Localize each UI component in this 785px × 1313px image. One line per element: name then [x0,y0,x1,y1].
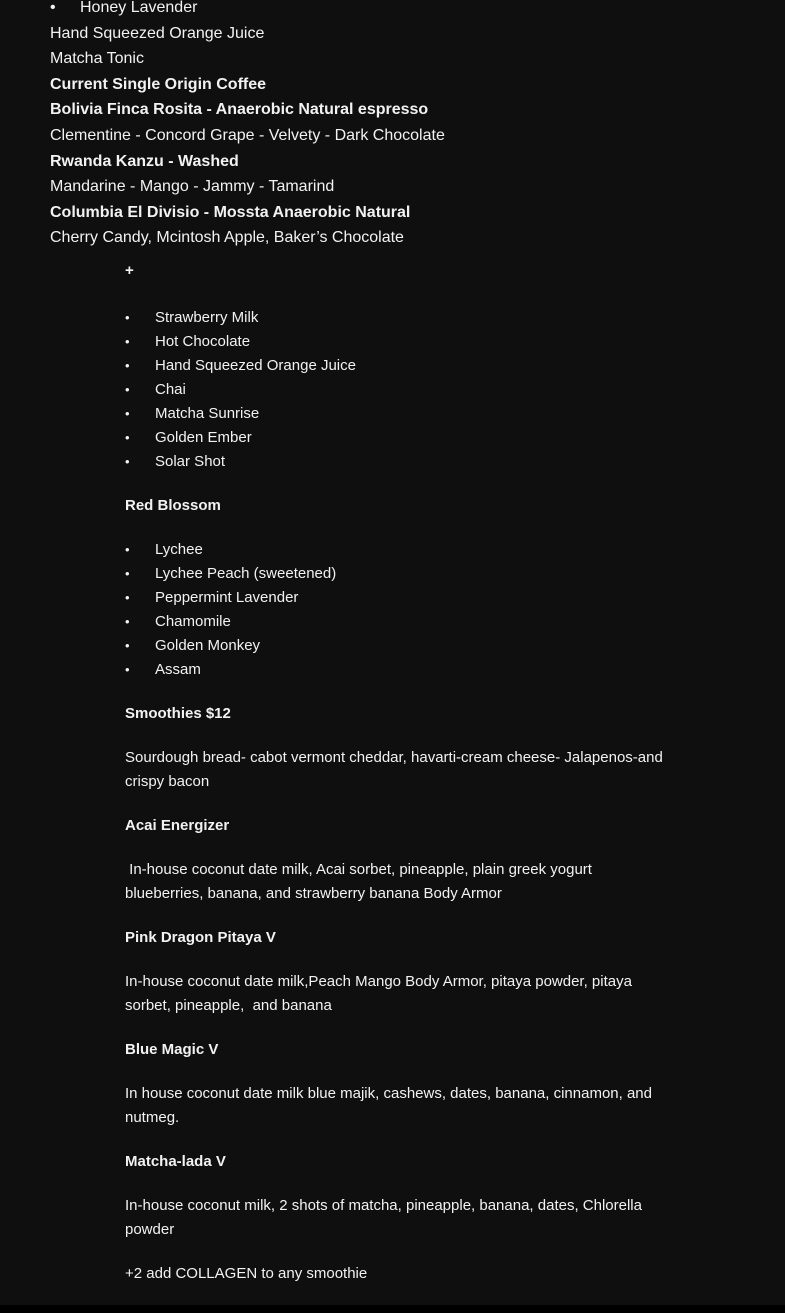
bullet-glyph: • [125,358,130,373]
bullet-glyph: • [125,590,130,605]
coffee-name: Rwanda Kanzu - Washed [50,153,239,170]
plus-sign: + [125,262,134,279]
list-item [125,306,645,330]
smoothie-name: Matcha-lada V [125,1153,226,1170]
coffee-notes: Cherry Candy, Mcintosh Apple, Baker’s Chocolate [50,229,404,246]
list-item [125,538,645,562]
smoothies-intro: Sourdough bread- cabot vermont cheddar, havarti-cream cheese- Jalapenos-and crispy bacon [125,749,663,790]
list-item-label: Chamomile [155,613,231,630]
smoothie-name: Blue Magic V [125,1041,219,1058]
list-item [125,354,645,378]
bullet-glyph: • [125,406,130,421]
coffee-name: Bolivia Finca Rosita - Anaerobic Natural espresso [50,101,429,118]
list-item-label: Hot Chocolate [155,333,251,350]
tea-list [125,538,645,682]
list-item [125,402,645,426]
coffee-notes: Mandarine - Mango - Jammy - Tamarind [50,178,335,195]
list-item [125,378,645,402]
tea-heading: Red Blossom [125,497,221,514]
list-item [125,586,645,610]
coffee-name: Columbia El Divisio - Mossta Anaerobic Natural [50,204,411,221]
list-item [125,562,645,586]
list-item-label: Golden Monkey [155,637,261,654]
bullet-glyph: • [125,638,130,653]
list-item [125,610,645,634]
list-item [125,450,645,474]
section-heading: Current Single Origin Coffee [50,76,267,93]
smoothies-heading: Smoothies $12 [125,705,231,722]
smoothie-name: Acai Energizer [125,817,230,834]
bullet-glyph: • [125,614,130,629]
bullet-glyph: • [125,430,130,445]
list-item-label: Solar Shot [155,453,226,470]
top-line: Matcha Tonic [50,50,144,67]
bullet-glyph: • [125,382,130,397]
bullet-glyph: • [125,662,130,677]
top-line: Hand Squeezed Orange Juice [50,25,265,42]
bullet-glyph: • [125,566,130,581]
smoothie-name: Pink Dragon Pitaya V [125,929,276,946]
list-item-label: Lychee Peach (sweetened) [155,565,337,582]
bullet-glyph: • [125,542,130,557]
smoothie-description: In-house coconut date milk, Acai sorbet, pineapple, plain greek yogurt blueberries, banana, and strawberry banana Body Armor [125,861,597,902]
bullet-glyph: • [125,310,130,325]
smoothie-description: In-house coconut date milk,Peach Mango Body Armor, pitaya powder, pitaya sorbet, pineapple, and banana [125,973,637,1014]
list-item-label: Strawberry Milk [155,309,259,326]
list-item [125,330,645,354]
bullet-glyph: • [50,0,56,16]
list-item [125,658,645,682]
list-item-label: Chai [155,381,186,398]
list-item [125,426,645,450]
drinks-list [125,306,645,474]
list-item-label: Golden Ember [155,429,252,446]
list-item-label: Hand Squeezed Orange Juice [155,357,356,374]
bullet-glyph: • [125,334,130,349]
top-bullet-label: Honey Lavender [80,0,198,16]
smoothie-description: In house coconut date milk blue majik, cashews, dates, banana, cinnamon, and nutmeg. [125,1085,652,1126]
smoothie-description: In-house coconut milk, 2 shots of matcha, pineapple, banana, dates, Chlorella powder [125,1197,642,1238]
bullet-glyph: • [125,454,130,469]
list-item-label: Lychee [155,541,203,558]
list-item [125,634,645,658]
footer-note: +2 add COLLAGEN to any smoothie [125,1265,368,1282]
coffee-notes: Clementine - Concord Grape - Velvety - Dark Chocolate [50,127,445,144]
list-item-label: Assam [155,661,201,678]
list-item-label: Matcha Sunrise [155,405,260,422]
bottom-divider [0,1305,785,1313]
list-item-label: Peppermint Lavender [155,589,299,606]
